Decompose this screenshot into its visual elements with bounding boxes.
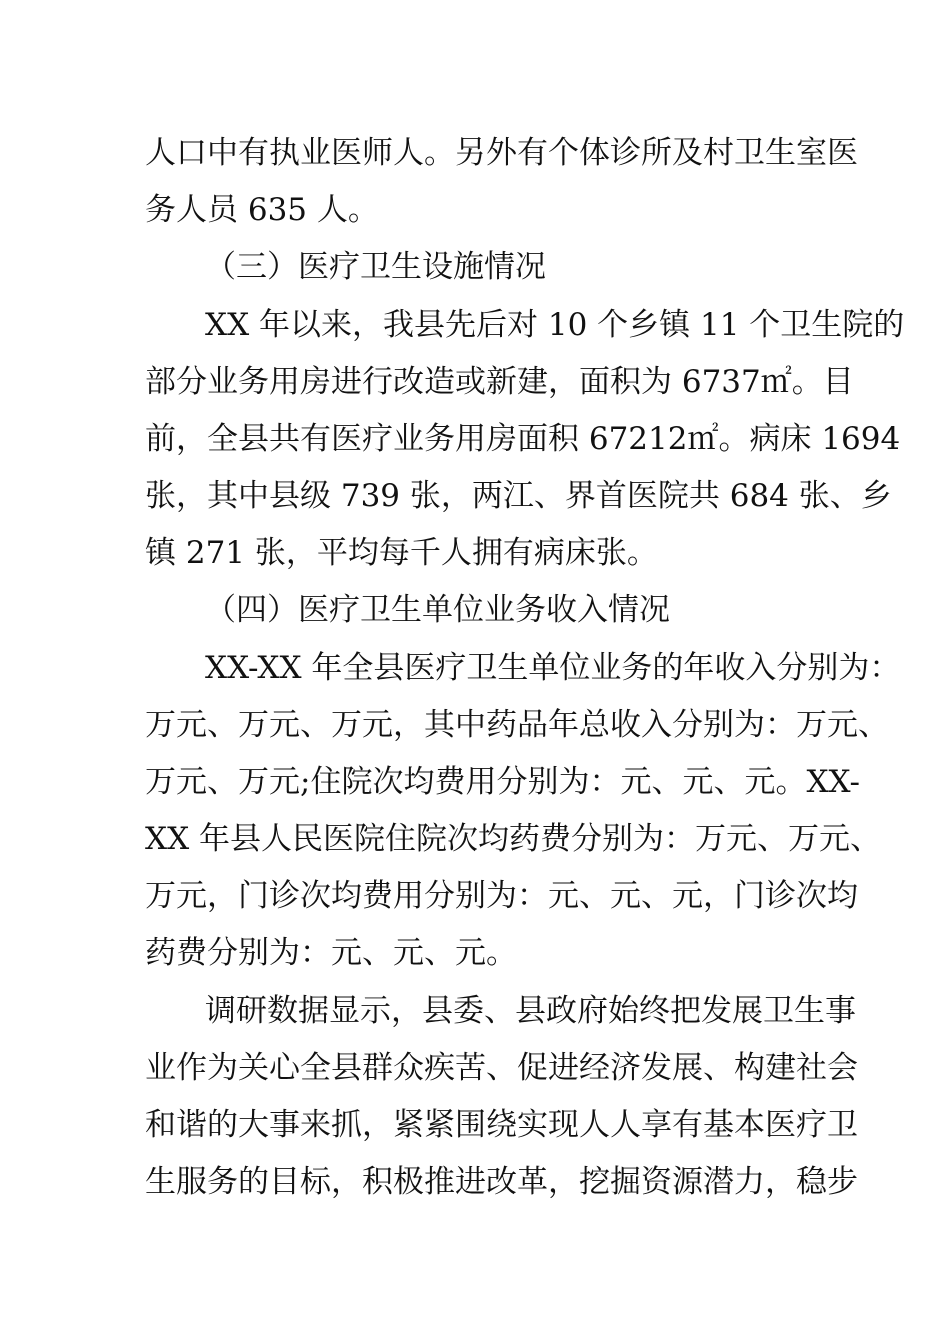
text-line: 万元、万元;住院次均费用分别为：元、元、元。XX- (145, 764, 860, 800)
section-heading: （三）医疗卫生设施情况 (205, 249, 546, 285)
text-line: 前，全县共有医疗业务用房面积 67212㎡。病床 1694 (145, 421, 901, 457)
text-line: 镇 271 张，平均每千人拥有病床张。 (145, 535, 658, 571)
text-line: XX-XX 年全县医疗卫生单位业务的年收入分别为： (205, 650, 901, 686)
text-line: 药费分别为：元、元、元。 (145, 935, 517, 971)
section-heading: （四）医疗卫生单位业务收入情况 (205, 592, 670, 628)
text-line: XX 年以来，我县先后对 10 个乡镇 11 个卫生院的 (205, 307, 905, 343)
text-line: 部分业务用房进行改造或新建，面积为 6737㎡。目 (145, 364, 854, 400)
text-line: 业作为关心全县群众疾苦、促进经济发展、构建社会 (145, 1050, 858, 1086)
text-line: 人口中有执业医师人。另外有个体诊所及村卫生室医 (145, 135, 858, 171)
text-line: 务人员 635 人。 (145, 192, 379, 228)
text-line: 生服务的目标，积极推进改革，挖掘资源潜力，稳步 (145, 1164, 858, 1200)
text-line: 万元、万元、万元，其中药品年总收入分别为：万元、 (145, 707, 889, 743)
text-line: 调研数据显示，县委、县政府始终把发展卫生事 (205, 993, 856, 1029)
text-line: XX 年县人民医院住院次均药费分别为：万元、万元、 (145, 821, 881, 857)
text-line: 和谐的大事来抓，紧紧围绕实现人人享有基本医疗卫 (145, 1107, 858, 1143)
text-line: 张，其中县级 739 张，两江、界首医院共 684 张、乡 (145, 478, 892, 514)
text-line: 万元，门诊次均费用分别为：元、元、元，门诊次均 (145, 878, 858, 914)
